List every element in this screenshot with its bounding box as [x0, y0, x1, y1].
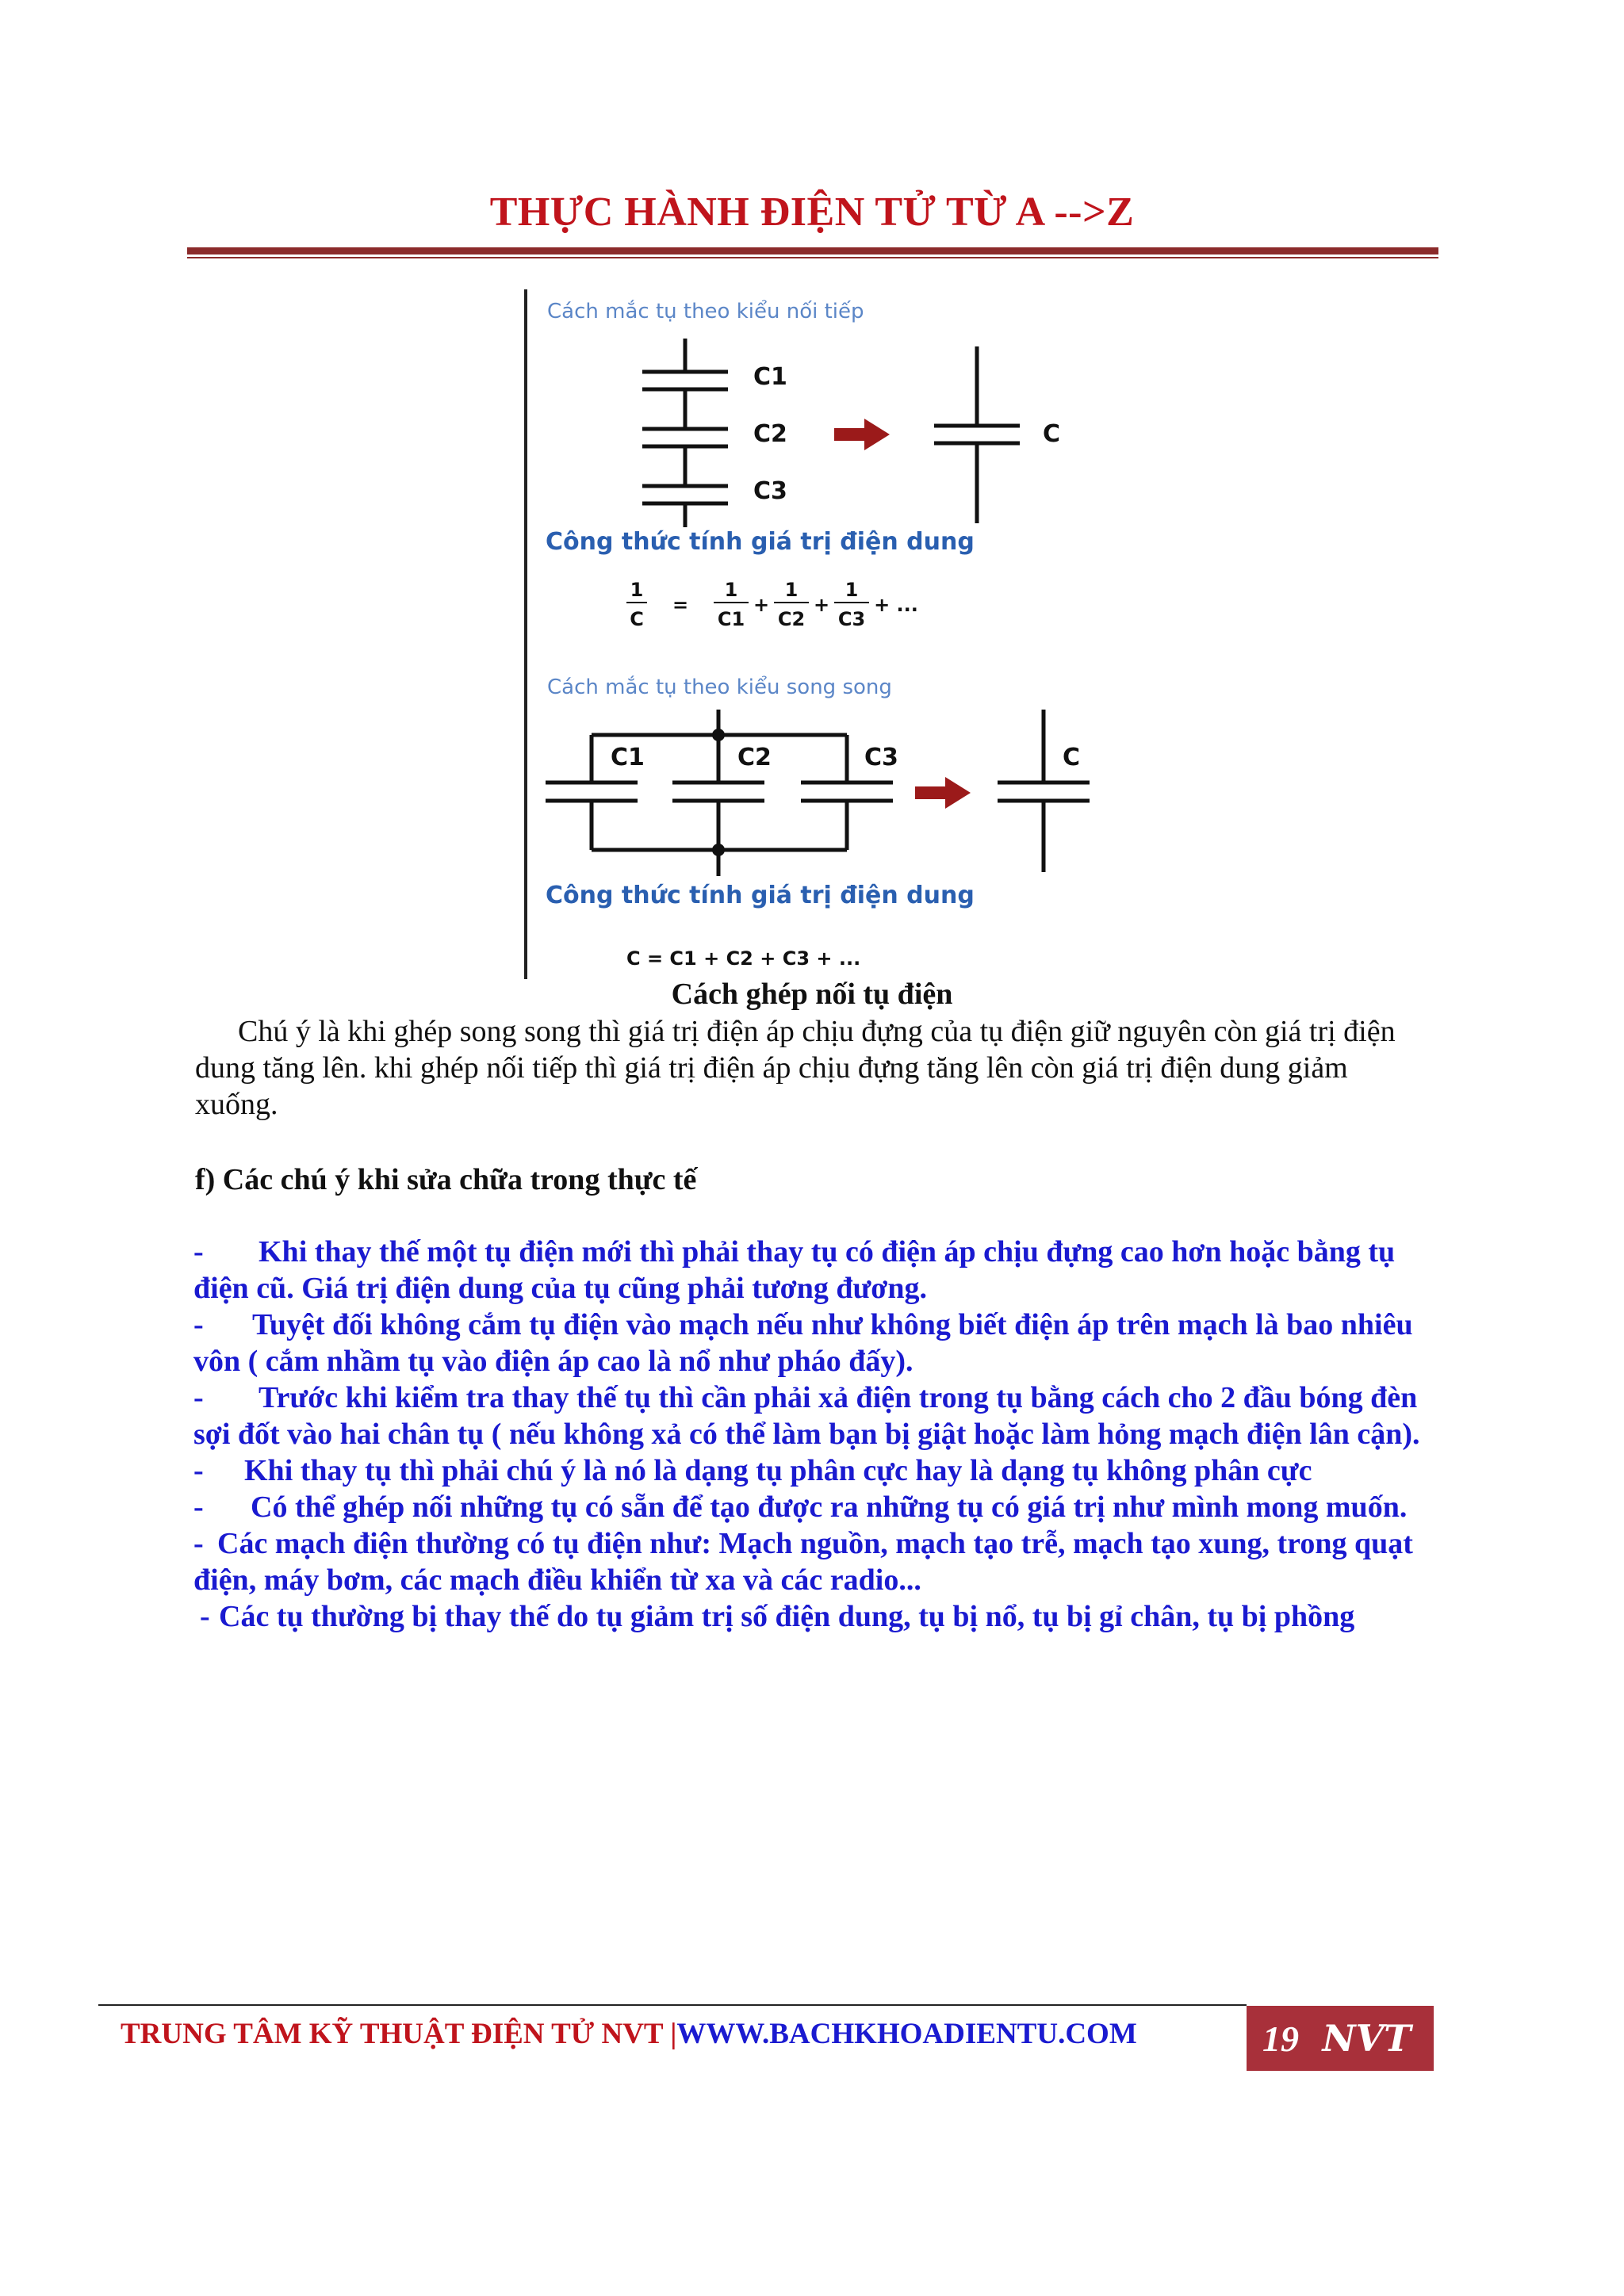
svg-text:1: 1	[784, 579, 799, 601]
footer-brand-logo: NVT	[1322, 2017, 1411, 2060]
list-item	[193, 1380, 1446, 1452]
svg-text:C: C	[630, 608, 644, 630]
list-bullet: -	[193, 1527, 204, 1560]
list-item-text: Trước khi kiểm tra thay thế tụ thì cần phải xả điện trong tụ bằng cách cho 2 đầu bóng đèn sợi đốt vào hai chân tụ ( nếu không xả có thể làm bạn bị giật hoặc làm hỏng mạch điện lân cận).	[193, 1381, 1420, 1451]
svg-text:1: 1	[845, 579, 859, 601]
footer-page-box	[1247, 2006, 1434, 2071]
svg-text:1: 1	[630, 579, 644, 601]
list-item	[193, 1525, 1446, 1598]
series-label-c1: C1	[753, 363, 787, 391]
list-bullet: -	[193, 1381, 204, 1414]
parallel-bottom-node	[712, 844, 725, 856]
list-bullet: -	[193, 1454, 204, 1487]
svg-text:C2: C2	[777, 608, 806, 630]
parallel-diagram-title: Cách mắc tụ theo kiểu song song	[547, 675, 892, 699]
parallel-label-c: C	[1063, 744, 1081, 771]
footer-center	[121, 2017, 1137, 2051]
svg-text:C3: C3	[837, 608, 866, 630]
series-label-c2: C2	[753, 420, 787, 448]
capacitor-diagram	[523, 289, 1107, 979]
list-bullet: -	[193, 1490, 204, 1524]
footer-rule	[98, 2004, 1247, 2006]
list-bullet: -	[200, 1600, 210, 1633]
svg-text:=: =	[672, 594, 689, 616]
list-bullet: -	[193, 1308, 204, 1341]
list-item	[193, 1452, 1446, 1489]
list-item-text: Khi thay tụ thì phải chú ý là nó là dạng tụ phân cực hay là dạng tụ không phân cực	[244, 1454, 1312, 1487]
header-rule	[187, 247, 1438, 254]
formula-heading-parallel: Công thức tính giá trị điện dung	[546, 882, 975, 909]
repair-notes-list	[193, 1234, 1446, 1635]
list-item-text: Khi thay thế một tụ điện mới thì phải thay tụ có điện áp chịu đựng cao hơn hoặc bằng tụ điện cũ. Giá trị điện dung của tụ cũng phải tương đương.	[193, 1235, 1396, 1305]
list-item	[193, 1489, 1446, 1525]
svg-text:C1: C1	[717, 608, 745, 630]
body-paragraph: Chú ý là khi ghép song song thì giá trị điện áp chịu đựng của tụ điện giữ nguyên còn giá trị điện dung tăng lên. khi ghép nối tiếp thì giá trị điện áp chịu đựng tăng lên còn giá trị điện dung giảm xuống.	[195, 1015, 1396, 1121]
svg-text:+ ...: + ...	[874, 594, 918, 616]
svg-text:+: +	[813, 594, 830, 616]
svg-text:1: 1	[724, 579, 738, 601]
parallel-formula: C = C1 + C2 + C3 + ...	[626, 947, 861, 970]
series-label-c: C	[1043, 420, 1061, 448]
parallel-label-c1: C1	[611, 744, 645, 771]
page-header-title: THỰC HÀNH ĐIỆN TỬ TỪ A -->Z	[489, 189, 1135, 235]
parallel-label-c3: C3	[864, 744, 898, 771]
formula-heading-series: Công thức tính giá trị điện dung	[546, 528, 975, 556]
footer-org-name: TRUNG TÂM KỸ THUẬT ĐIỆN TỬ NVT |	[121, 2018, 677, 2050]
list-item-text: Các mạch điện thường có tụ điện như: Mạch nguồn, mạch tạo trễ, mạch tạo xung, trong quạt điện, máy bơm, các mạch điều khiển từ xa và các radio...	[193, 1527, 1413, 1597]
page-number: 19	[1262, 2019, 1299, 2059]
capacitor-connection-figure	[523, 289, 1107, 979]
figure-caption: Cách ghép nối tụ điện	[671, 978, 953, 1011]
list-item-text: Tuyệt đối không cắm tụ điện vào mạch nếu như không biết điện áp trên mạch là bao nhiêu vôn ( cắm nhầm tụ vào điện áp cao là nổ như pháo đấy).	[193, 1308, 1413, 1378]
header-rule-thin	[187, 257, 1438, 258]
series-diagram-title: Cách mắc tụ theo kiểu nối tiếp	[547, 300, 864, 323]
parallel-top-node	[712, 729, 725, 741]
list-item	[193, 1234, 1446, 1307]
series-label-c3: C3	[753, 477, 787, 505]
list-item	[193, 1307, 1446, 1380]
list-item	[193, 1598, 1446, 1635]
svg-text:+: +	[753, 594, 770, 616]
list-item-text: Các tụ thường bị thay thế do tụ giảm trị số điện dung, tụ bị nổ, tụ bị gỉ chân, tụ bị phồng	[219, 1600, 1355, 1633]
parallel-label-c2: C2	[737, 744, 772, 771]
list-bullet: -	[193, 1235, 204, 1269]
list-item-text: Có thể ghép nối những tụ có sẵn để tạo được ra những tụ có giá trị như mình mong muốn.	[251, 1490, 1408, 1524]
footer-website-link[interactable]: WWW.BACHKHOADIENTU.COM	[676, 2018, 1137, 2050]
section-heading: f) Các chú ý khi sửa chữa trong thực tế	[195, 1163, 697, 1196]
